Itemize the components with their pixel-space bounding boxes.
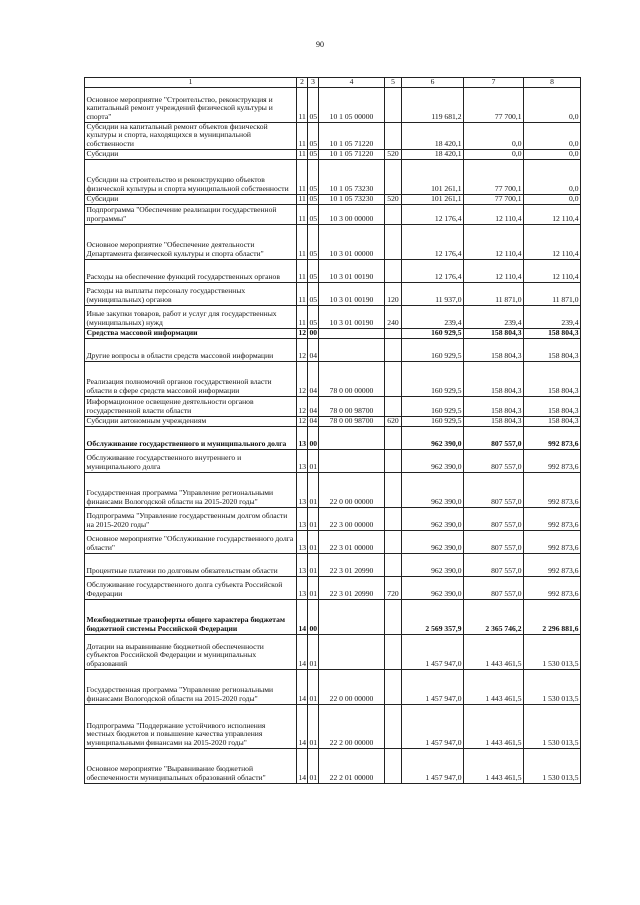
amount-col-7: 807 557,0 [464, 472, 524, 507]
amount-col-8: 992 873,6 [524, 576, 581, 599]
expense-type-code: 240 [385, 305, 402, 328]
section-code: 13 [297, 530, 308, 553]
column-header: 8 [524, 78, 581, 88]
amount-col-7: 158 804,3 [464, 416, 524, 426]
expense-type-code [385, 507, 402, 530]
amount-col-8: 239,4 [524, 305, 581, 328]
row-name: Обслуживание государственного долга субъекта Российской Федерации [85, 576, 297, 599]
amount-col-6: 1 457 947,0 [402, 704, 464, 748]
row-name: Субсидии [85, 149, 297, 159]
expense-type-code [385, 599, 402, 634]
row-name: Основное мероприятие "Строительство, реконструкция и капитальный ремонт учреждений физической культуры и спорта" [85, 87, 297, 122]
table-row [85, 361, 581, 396]
target-article-code: 78 0 00 00000 [319, 361, 385, 396]
page-number: 90 [316, 40, 324, 49]
amount-col-7: 239,4 [464, 305, 524, 328]
section-code: 11 [297, 305, 308, 328]
table-row [85, 224, 581, 259]
section-code: 13 [297, 507, 308, 530]
target-article-code: 22 3 00 00000 [319, 507, 385, 530]
expense-type-code [385, 328, 402, 338]
amount-col-8: 992 873,6 [524, 553, 581, 576]
section-code: 11 [297, 159, 308, 194]
section-code: 13 [297, 449, 308, 472]
amount-col-8: 1 530 013,5 [524, 704, 581, 748]
amount-col-7: 807 557,0 [464, 507, 524, 530]
row-name: Обслуживание государственного и муниципального долга [85, 426, 297, 449]
amount-col-7: 0,0 [464, 149, 524, 159]
table-row [85, 204, 581, 224]
column-header: 7 [464, 78, 524, 88]
row-name: Подпрограмма "Поддержание устойчивого исполнения местных бюджетов и повышение качества управления муниципальными финансами на 2015-2020 годы" [85, 704, 297, 748]
target-article-code: 10 3 01 00000 [319, 224, 385, 259]
amount-col-8: 1 530 013,5 [524, 669, 581, 704]
row-name: Субсидии на капитальный ремонт объектов физической культуры и спорта, находящихся в муниципальной собственности [85, 122, 297, 149]
section-code: 13 [297, 472, 308, 507]
expense-type-code [385, 748, 402, 783]
amount-col-8: 992 873,6 [524, 449, 581, 472]
target-article-code [319, 599, 385, 634]
row-name: Обслуживание государственного внутреннего и муниципального долга [85, 449, 297, 472]
target-article-code: 22 2 01 00000 [319, 748, 385, 783]
amount-col-6: 962 390,0 [402, 449, 464, 472]
amount-col-7: 77 700,1 [464, 87, 524, 122]
amount-col-6: 18 420,1 [402, 122, 464, 149]
row-name: Расходы на выплаты персоналу государственных (муниципальных) органов [85, 282, 297, 305]
amount-col-8: 12 110,4 [524, 224, 581, 259]
expense-type-code [385, 122, 402, 149]
subsection-code: 05 [308, 224, 319, 259]
amount-col-6: 12 176,4 [402, 204, 464, 224]
section-code: 12 [298, 328, 307, 337]
table-row [85, 282, 581, 305]
amount-col-6: 18 420,1 [402, 149, 464, 159]
amount-col-6: 101 261,1 [402, 159, 464, 194]
amount-col-7: 77 700,1 [464, 159, 524, 194]
amount-col-6: 12 176,4 [402, 259, 464, 282]
subsection-code: 00 [308, 599, 319, 634]
amount-col-8: 992 873,6 [524, 472, 581, 507]
row-name: Процентные платежи по долговым обязательствам области [85, 553, 297, 576]
amount-col-6: 2 569 357,9 [402, 599, 464, 634]
column-header: 6 [402, 78, 464, 88]
row-name: Основное мероприятие "Обслуживание государственного долга области" [85, 530, 297, 553]
amount-col-8: 158 804,3 [524, 396, 581, 416]
amount-col-7: 12 110,4 [464, 204, 524, 224]
amount-col-8: 158 804,3 [524, 338, 581, 361]
table-row [85, 507, 581, 530]
amount-col-7: 158 804,3 [464, 328, 524, 338]
amount-col-7: 1 443 461,5 [464, 669, 524, 704]
target-article-code: 10 3 01 00190 [319, 259, 385, 282]
amount-col-6: 239,4 [402, 305, 464, 328]
target-article-code [319, 338, 385, 361]
amount-col-7: 807 557,0 [464, 426, 524, 449]
amount-col-6: 160 929,5 [402, 361, 464, 396]
amount-col-7: 807 557,0 [464, 530, 524, 553]
expense-type-code [385, 204, 402, 224]
table-header-row [85, 78, 581, 88]
section-code: 12 [297, 396, 308, 416]
expense-type-code [385, 396, 402, 416]
expense-type-code [385, 87, 402, 122]
subsection-code: 05 [308, 204, 319, 224]
amount-col-6: 962 390,0 [402, 530, 464, 553]
expense-type-code [385, 530, 402, 553]
row-name: Подпрограмма "Управление государственным долгом области на 2015-2020 годы" [85, 507, 297, 530]
section-code: 14 [297, 748, 308, 783]
amount-col-7: 807 557,0 [464, 449, 524, 472]
amount-col-6: 11 937,0 [402, 282, 464, 305]
subsection-code: 01 [308, 576, 319, 599]
target-article-code: 10 3 00 00000 [319, 204, 385, 224]
subsection-code: 05 [308, 122, 319, 149]
section-code: 14 [297, 599, 308, 634]
table-row [85, 599, 581, 634]
table-row [85, 576, 581, 599]
row-name: Дотации на выравнивание бюджетной обеспеченности субъектов Российской Федерации и муниципальных образований [85, 634, 297, 669]
subsection-code: 01 [308, 530, 319, 553]
expense-type-code [385, 634, 402, 669]
table-row [85, 426, 581, 449]
row-name: Иные закупки товаров, работ и услуг для государственных (муниципальных) нужд [85, 305, 297, 328]
expense-type-code [385, 224, 402, 259]
row-name: Субсидии [85, 194, 297, 204]
amount-col-6: 12 176,4 [402, 224, 464, 259]
amount-col-8: 2 296 881,6 [524, 599, 581, 634]
amount-col-8: 0,0 [524, 194, 581, 204]
subsection-code: 05 [309, 194, 318, 203]
section-code: 14 [297, 704, 308, 748]
budget-table [84, 77, 581, 784]
target-article-code [319, 426, 385, 449]
section-code: 12 [297, 361, 308, 396]
target-article-code: 22 0 00 00000 [319, 472, 385, 507]
section-code: 11 [297, 204, 308, 224]
target-article-code: 22 3 01 00000 [319, 530, 385, 553]
section-code: 11 [298, 194, 306, 203]
expense-type-code [385, 704, 402, 748]
row-name: Подпрограмма "Обеспечение реализации государственной программы" [85, 204, 297, 224]
row-name: Межбюджетные трансферты общего характера бюджетам бюджетной системы Российской Федерации [85, 599, 297, 634]
amount-col-6: 160 929,5 [402, 396, 464, 416]
table-row [85, 748, 581, 783]
target-article-code: 22 0 00 00000 [319, 669, 385, 704]
amount-col-8: 1 530 013,5 [524, 748, 581, 783]
amount-col-7: 12 110,4 [464, 259, 524, 282]
amount-col-6: 962 390,0 [402, 472, 464, 507]
amount-col-6: 160 929,5 [402, 328, 464, 338]
table-row [85, 159, 581, 194]
target-article-code: 22 2 00 00000 [319, 704, 385, 748]
row-name: Другие вопросы в области средств массовой информации [85, 338, 297, 361]
amount-col-6: 962 390,0 [402, 576, 464, 599]
section-code: 11 [298, 149, 306, 158]
column-header: 5 [385, 78, 402, 88]
table-row [85, 87, 581, 122]
section-code: 13 [297, 576, 308, 599]
target-article-code: 10 1 05 73230 [319, 194, 385, 204]
subsection-code: 05 [308, 87, 319, 122]
row-name: Основное мероприятие "Выравнивание бюджетной обеспеченности муниципальных образований области" [85, 748, 297, 783]
expense-type-code: 620 [385, 416, 402, 426]
expense-type-code [385, 669, 402, 704]
row-name: Средства массовой информации [85, 328, 297, 338]
row-name: Реализация полномочий органов государственной власти области в сфере средств массовой информации [85, 361, 297, 396]
amount-col-8: 1 530 013,5 [524, 634, 581, 669]
amount-col-7: 1 443 461,5 [464, 748, 524, 783]
amount-col-7: 1 443 461,5 [464, 704, 524, 748]
expense-type-code [385, 338, 402, 361]
amount-col-7: 12 110,4 [464, 224, 524, 259]
amount-col-6: 101 261,1 [402, 194, 464, 204]
row-name: Государственная программа "Управление региональными финансами Вологодской области на 2015-2020 годы" [85, 669, 297, 704]
amount-col-6: 962 390,0 [402, 507, 464, 530]
amount-col-8: 992 873,6 [524, 530, 581, 553]
subsection-code: 01 [308, 507, 319, 530]
subsection-code: 01 [308, 669, 319, 704]
amount-col-7: 2 365 746,2 [464, 599, 524, 634]
row-name: Расходы на обеспечение функций государственных органов [85, 259, 297, 282]
amount-col-8: 992 873,6 [524, 507, 581, 530]
row-name: Государственная программа "Управление региональными финансами Вологодской области на 2015-2020 годы" [85, 472, 297, 507]
subsection-code: 01 [308, 553, 319, 576]
expense-type-code: 520 [385, 194, 402, 204]
table-row [85, 416, 581, 426]
amount-col-8: 0,0 [524, 122, 581, 149]
subsection-code: 04 [308, 361, 319, 396]
table-row [85, 338, 581, 361]
target-article-code [319, 328, 385, 338]
target-article-code: 10 1 05 00000 [319, 87, 385, 122]
table-row [85, 669, 581, 704]
subsection-code: 04 [308, 396, 319, 416]
column-header: 4 [319, 78, 385, 88]
amount-col-7: 1 443 461,5 [464, 634, 524, 669]
table-row [85, 328, 581, 338]
row-name: Субсидии на строительство и реконструкцию объектов физической культуры и спорта муниципальной собственности [85, 159, 297, 194]
table-row [85, 530, 581, 553]
amount-col-8: 0,0 [524, 159, 581, 194]
subsection-code: 01 [308, 472, 319, 507]
expense-type-code: 120 [385, 282, 402, 305]
section-code: 14 [297, 634, 308, 669]
column-header: 3 [308, 78, 319, 88]
subsection-code: 01 [308, 449, 319, 472]
target-article-code: 10 1 05 73230 [319, 159, 385, 194]
subsection-code: 05 [309, 149, 318, 158]
amount-col-8: 158 804,3 [524, 361, 581, 396]
amount-col-6: 962 390,0 [402, 426, 464, 449]
column-header: 2 [297, 78, 308, 88]
subsection-code: 01 [308, 704, 319, 748]
table-row [85, 553, 581, 576]
target-article-code: 78 0 00 98700 [319, 396, 385, 416]
amount-col-6: 1 457 947,0 [402, 634, 464, 669]
amount-col-8: 992 873,6 [524, 426, 581, 449]
row-name: Субсидии автономным учреждениям [85, 416, 297, 426]
amount-col-6: 1 457 947,0 [402, 748, 464, 783]
amount-col-6: 119 681,2 [402, 87, 464, 122]
subsection-code: 05 [308, 282, 319, 305]
target-article-code: 10 3 01 00190 [319, 305, 385, 328]
target-article-code: 10 3 01 00190 [319, 282, 385, 305]
table-row [85, 194, 581, 204]
section-code: 12 [298, 416, 307, 425]
target-article-code [319, 449, 385, 472]
expense-type-code [385, 449, 402, 472]
amount-col-6: 160 929,5 [402, 416, 464, 426]
row-name: Основное мероприятие "Обеспечение деятельности Департамента физической культуры и спорта области" [85, 224, 297, 259]
amount-col-7: 0,0 [464, 122, 524, 149]
section-code: 11 [297, 224, 308, 259]
expense-type-code [385, 259, 402, 282]
expense-type-code [385, 159, 402, 194]
expense-type-code: 720 [385, 576, 402, 599]
column-header: 1 [85, 78, 297, 88]
expense-type-code [385, 553, 402, 576]
amount-col-6: 962 390,0 [402, 553, 464, 576]
table-row [85, 305, 581, 328]
section-code: 14 [297, 669, 308, 704]
table-row [85, 396, 581, 416]
subsection-code: 00 [308, 426, 319, 449]
amount-col-6: 160 929,5 [402, 338, 464, 361]
section-code: 13 [297, 553, 308, 576]
amount-col-7: 807 557,0 [464, 576, 524, 599]
amount-col-8: 0,0 [524, 87, 581, 122]
subsection-code: 05 [308, 259, 319, 282]
amount-col-8: 0,0 [524, 149, 581, 159]
amount-col-8: 11 871,0 [524, 282, 581, 305]
amount-col-8: 12 110,4 [524, 259, 581, 282]
target-article-code: 10 1 05 71220 [319, 122, 385, 149]
section-code: 11 [297, 282, 308, 305]
amount-col-8: 12 110,4 [524, 204, 581, 224]
table-row [85, 122, 581, 149]
section-code: 11 [297, 259, 308, 282]
expense-type-code [385, 426, 402, 449]
amount-col-7: 158 804,3 [464, 361, 524, 396]
expense-type-code [385, 361, 402, 396]
target-article-code: 22 3 01 20990 [319, 553, 385, 576]
subsection-code: 05 [308, 305, 319, 328]
subsection-code: 04 [308, 338, 319, 361]
table-row [85, 149, 581, 159]
subsection-code: 04 [309, 416, 318, 425]
target-article-code: 78 0 00 98700 [319, 416, 385, 426]
section-code: 12 [297, 338, 308, 361]
target-article-code: 10 1 05 71220 [319, 149, 385, 159]
table-row [85, 449, 581, 472]
subsection-code: 00 [309, 328, 318, 337]
amount-col-7: 158 804,3 [464, 396, 524, 416]
section-code: 13 [297, 426, 308, 449]
expense-type-code [385, 472, 402, 507]
amount-col-7: 77 700,1 [464, 194, 524, 204]
target-article-code: 22 3 01 20990 [319, 576, 385, 599]
amount-col-8: 158 804,3 [524, 328, 581, 338]
section-code: 11 [297, 122, 308, 149]
table-row [85, 704, 581, 748]
amount-col-7: 807 557,0 [464, 553, 524, 576]
table-row [85, 634, 581, 669]
subsection-code: 01 [308, 748, 319, 783]
amount-col-7: 158 804,3 [464, 338, 524, 361]
section-code: 11 [297, 87, 308, 122]
amount-col-7: 11 871,0 [464, 282, 524, 305]
target-article-code [319, 634, 385, 669]
subsection-code: 05 [308, 159, 319, 194]
row-name: Информационное освещение деятельности органов государственной власти области [85, 396, 297, 416]
table-row [85, 259, 581, 282]
subsection-code: 01 [308, 634, 319, 669]
expense-type-code: 520 [385, 149, 402, 159]
table-row [85, 472, 581, 507]
amount-col-6: 1 457 947,0 [402, 669, 464, 704]
amount-col-8: 158 804,3 [524, 416, 581, 426]
